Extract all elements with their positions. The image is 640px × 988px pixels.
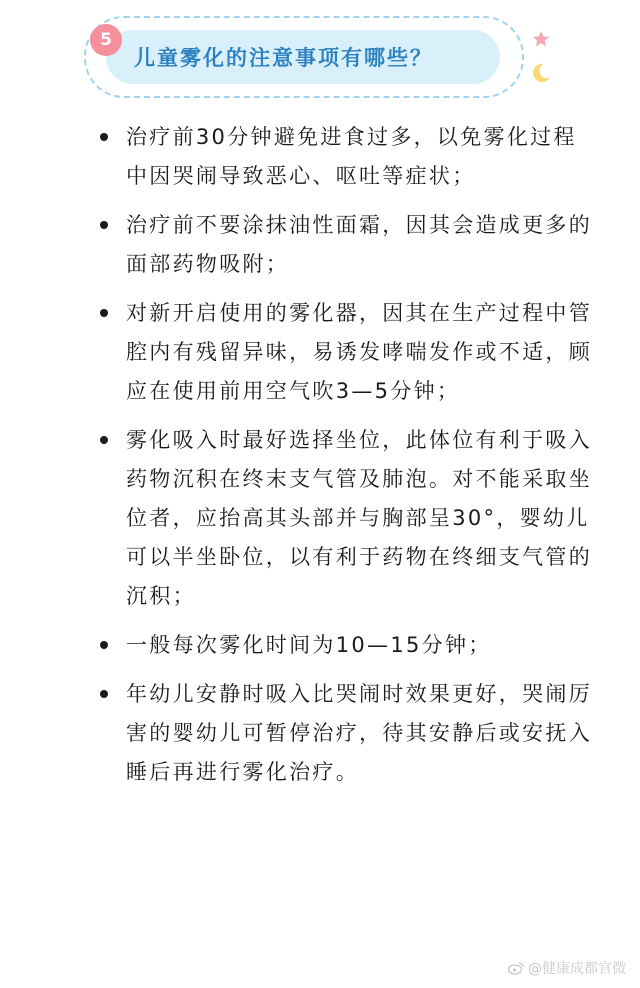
header-pill [106,30,500,84]
list-item [110,421,596,616]
star-icon [532,30,550,48]
bullet-dot [100,436,108,444]
watermark [508,958,626,978]
list-item-text: 对新开启使用的雾化器，因其在生产过程中管腔内有残留异味，易诱发哮喘发作或不适，顾应在使用前用空气吹3—5分钟； [126,301,592,403]
bullet-dot [100,309,108,317]
list-item [110,294,596,411]
list-item [110,118,596,196]
list-item-text: 一般每次雾化时间为10—15分钟； [126,633,492,657]
list-item-text: 治疗前不要涂抹油性面霜，因其会造成更多的面部药物吸附； [126,213,592,276]
watermark-text: @健康成都官微 [528,961,626,977]
list-item [110,675,596,792]
list-item-text: 年幼儿安静时吸入比哭闹时效果更好，哭闹厉害的婴幼儿可暂停治疗，待其安静后或安抚入睡后再进行雾化治疗。 [126,682,592,784]
list-item-text: 治疗前30分钟避免进食过多，以免雾化过程中因哭闹导致恶心、呕吐等症状； [126,125,577,188]
notes-list [110,118,596,792]
weibo-icon [508,961,524,975]
list-item [110,206,596,284]
bullet-dot [100,221,108,229]
section-number-badge: 5 [90,24,122,56]
bullet-dot [100,690,108,698]
bullet-dot [100,641,108,649]
moon-icon [530,62,552,84]
bullet-dot [100,133,108,141]
list-item-text: 雾化吸入时最好选择坐位，此体位有利于吸入药物沉积在终末支气管及肺泡。对不能采取坐位者，应抬高其头部并与胸部呈30°，婴幼儿可以半坐卧位，以有利于药物在终细支气管的沉积； [126,428,592,608]
page-title: 儿童雾化的注意事项有哪些？ [134,46,433,70]
list-item [110,626,596,665]
header-card [84,16,524,98]
